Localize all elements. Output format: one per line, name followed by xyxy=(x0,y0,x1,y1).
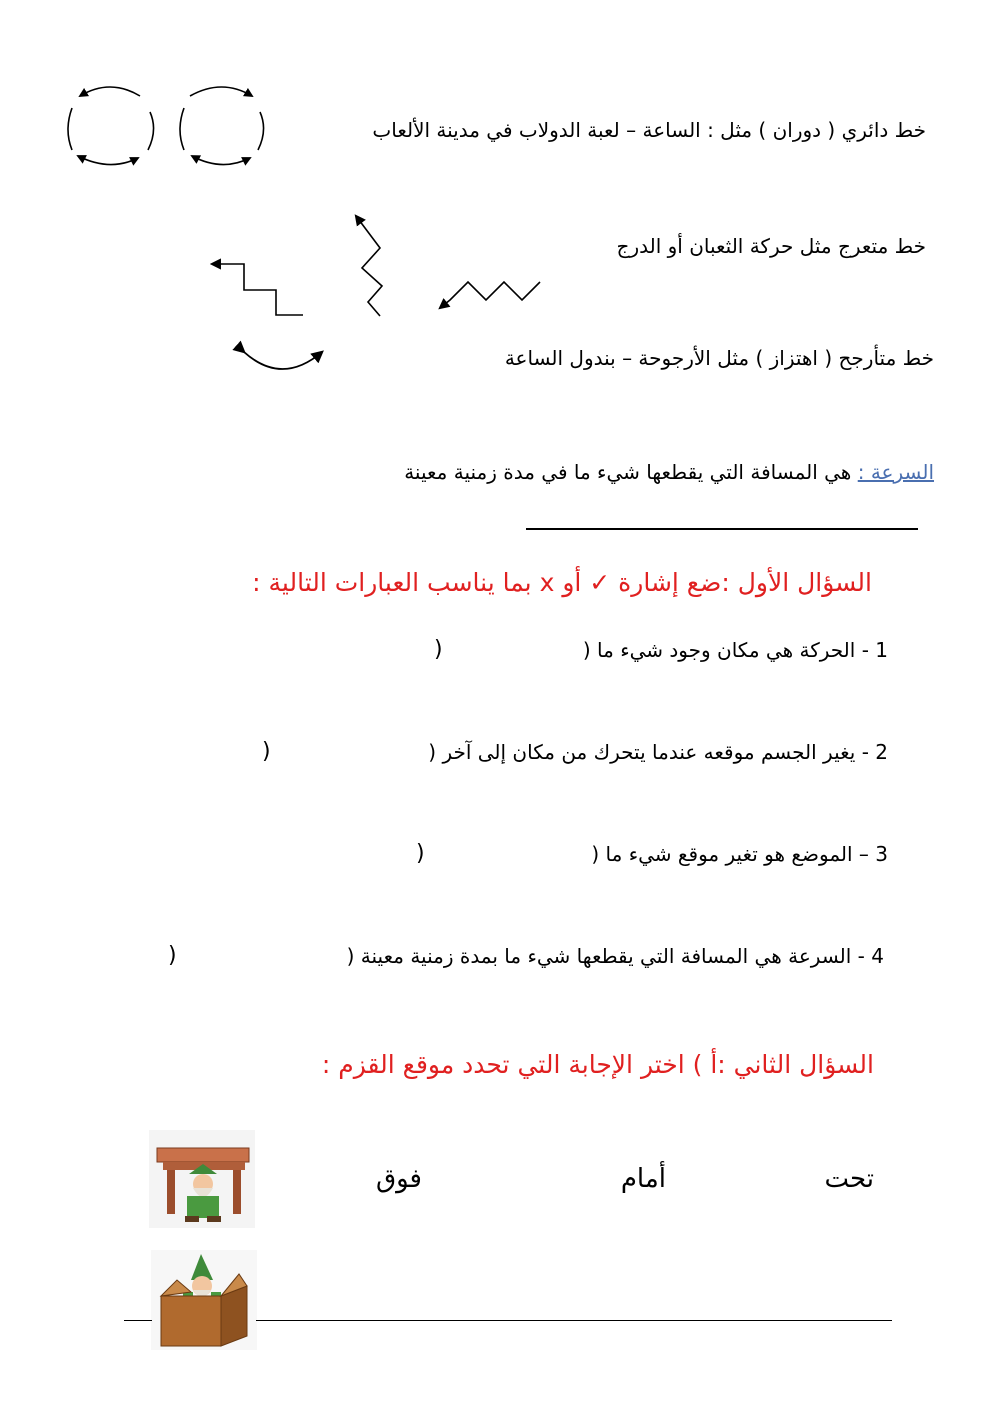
item-text: - يغير الجسم موقعه عندما يتحرك من مكان إلى آخر ( xyxy=(428,740,869,764)
answer-bracket-1[interactable]: ) xyxy=(434,637,443,662)
oscillating-line-text: خط متأرجح ( اهتزاز ) مثل الأرجوحة – بندول الساعة xyxy=(504,346,934,370)
answer-bracket-3[interactable]: ) xyxy=(416,841,425,866)
zigzag-line-text: خط متعرج مثل حركة الثعبان أو الدرج xyxy=(616,234,926,258)
question2-title: السؤال الثاني :أ ) اختر الإجابة التي تحدد موقع القزم : xyxy=(321,1050,874,1079)
answer-bracket-2[interactable]: ) xyxy=(262,739,271,764)
speed-definition-text: هي المسافة التي يقطعها شيء ما في مدة زمنية معينة xyxy=(404,460,852,484)
answer-bracket-4[interactable]: ) xyxy=(168,943,177,968)
elf-under-table-picture xyxy=(149,1130,255,1228)
option-under[interactable]: تحت xyxy=(824,1164,874,1194)
item-text: – الموضع هو تغير موقع شيء ما ( xyxy=(591,842,869,866)
elf-in-box-picture xyxy=(151,1250,257,1350)
oscillation-arrow xyxy=(0,0,992,400)
question1-item-4 xyxy=(347,944,884,968)
speed-definition xyxy=(404,460,934,484)
divider-line xyxy=(526,528,918,530)
item-number: 3 xyxy=(875,842,888,866)
item-number: 4 xyxy=(871,944,884,968)
option-front[interactable]: أمام xyxy=(620,1164,666,1194)
circular-line-text: خط دائري ( دوران ) مثل : الساعة – لعبة الدولاب في مدينة الألعاب xyxy=(372,118,926,142)
item-text: - الحركة هي مكان وجود شيء ما ( xyxy=(582,638,869,662)
question1-title: السؤال الأول :ضع إشارة ✓ أو x بما يناسب العبارات التالية : xyxy=(252,568,872,597)
question1-item-1 xyxy=(583,638,888,662)
speed-term-link[interactable]: السرعة : xyxy=(857,460,934,484)
answer-line xyxy=(256,1320,892,1321)
question1-item-3 xyxy=(591,842,888,866)
item-text: - السرعة هي المسافة التي يقطعها شيء ما بمدة زمنية معينة ( xyxy=(346,944,865,968)
item-number: 2 xyxy=(875,740,888,764)
question1-item-2 xyxy=(428,740,888,764)
item-number: 1 xyxy=(875,638,888,662)
option-above[interactable]: فوق xyxy=(375,1164,422,1194)
answer-line-left xyxy=(124,1320,152,1321)
